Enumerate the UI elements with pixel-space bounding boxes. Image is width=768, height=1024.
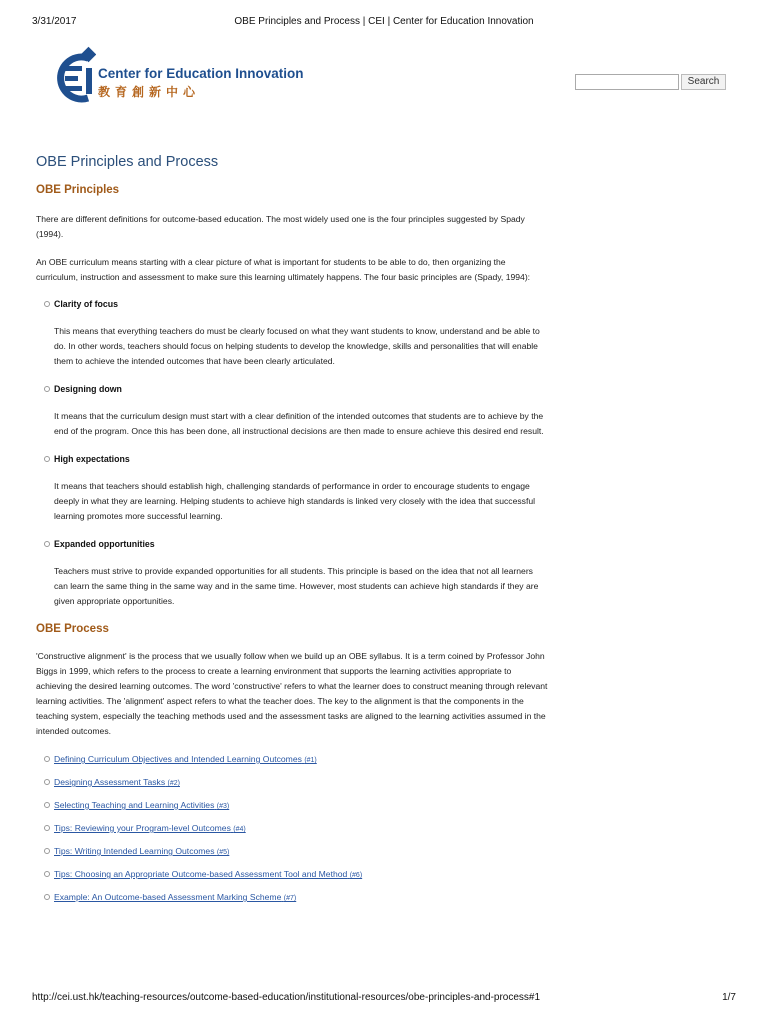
principle-item [36, 538, 548, 609]
link-anchor-ref: (#1) [304, 757, 317, 764]
print-date: 3/31/2017 [32, 16, 77, 27]
principle-text: Teachers must strive to provide expanded opportunities for all students. This principle is based on the idea that not all learners can learn the same thing in the same way and in the same time. However, most students can achieve high standards if they are given appropriate opportunities. [54, 566, 539, 606]
circle-bullet-icon [44, 779, 50, 785]
principle-text: This means that everything teachers do must be clearly focused on what they want students to know, understand and be able to do. In other words, teachers should focus on helping students to develop the knowledge, skills and personalities that will enable them to achieve the intended outcomes that have been clearly articulated. [54, 326, 540, 366]
principle-text: It means that the curriculum design must start with a clear definition of the intended outcomes that students are to achieve by the end of the program. Once this has been done, all instructional decisions are then made to ensure achieve this desired end result. [54, 411, 544, 436]
circle-bullet-icon [44, 301, 50, 307]
process-link[interactable] [54, 869, 362, 879]
page-title: OBE Principles and Process [36, 154, 219, 170]
link-anchor-ref: (#4) [233, 826, 246, 833]
page-number: 1/7 [722, 992, 736, 1003]
print-page-title: OBE Principles and Process | CEI | Center for Education Innovation [234, 16, 534, 27]
link-label: Example: An Outcome-based Assessment Marking Scheme [54, 892, 282, 902]
search-button[interactable]: Search [681, 74, 726, 90]
principle-item [36, 453, 548, 524]
list-item [36, 845, 548, 868]
cei-logo[interactable] [52, 46, 312, 106]
circle-bullet-icon [44, 848, 50, 854]
process-link[interactable] [54, 823, 246, 833]
link-label: Tips: Writing Intended Learning Outcomes [54, 846, 215, 856]
circle-bullet-icon [44, 456, 50, 462]
process-link[interactable] [54, 846, 229, 856]
print-header [32, 16, 736, 32]
cei-logo-mark-icon [52, 46, 96, 106]
list-item [36, 822, 548, 845]
principle-item [36, 383, 548, 439]
list-item [36, 776, 548, 799]
link-label: Tips: Reviewing your Program-level Outcomes [54, 823, 231, 833]
process-link[interactable] [54, 892, 296, 902]
list-item [36, 868, 548, 891]
principle-title: Clarity of focus [54, 299, 119, 309]
article-content [36, 154, 548, 914]
link-label: Defining Curriculum Objectives and Intended Learning Outcomes [54, 754, 302, 764]
principles-list [36, 298, 548, 609]
circle-bullet-icon [44, 386, 50, 392]
search-input[interactable] [575, 74, 679, 90]
circle-bullet-icon [44, 825, 50, 831]
process-paragraph: 'Constructive alignment' is the process that we usually follow when we build up an OBE syllabus. It is a term coined by Professor John Biggs in 1999, which refers to the process to create a learning environment that supports the learning activities appropriate to achieving the desired learning outcomes. The word 'constructive' refers to what the learner does to construct meaning through relevant learning activities. The 'alignment' aspect refers to what the teacher does. The key to the alignment is that the components in the teaching system, especially the teaching methods used and the assessment tasks are aligned to the learning activities assumed in the intended outcomes. [36, 651, 548, 736]
circle-bullet-icon [44, 802, 50, 808]
principle-title: Designing down [54, 384, 122, 394]
link-anchor-ref: (#2) [167, 780, 180, 787]
process-link[interactable] [54, 777, 180, 787]
link-anchor-ref: (#7) [283, 895, 297, 902]
link-anchor-ref: (#3) [216, 803, 230, 810]
principle-item [36, 298, 548, 369]
link-anchor-ref: (#5) [216, 849, 230, 856]
circle-bullet-icon [44, 871, 50, 877]
logo-name-english: Center for Education Innovation [98, 66, 304, 81]
list-item [36, 799, 548, 822]
link-label: Designing Assessment Tasks [54, 777, 166, 787]
section-heading-obe-process: OBE Process [36, 623, 109, 635]
link-label: Selecting Teaching and Learning Activities [54, 800, 215, 810]
print-url: http://cei.ust.hk/teaching-resources/outcome-based-education/institutional-resources/obe-principles-and-process#1 [32, 992, 541, 1003]
list-item [36, 891, 548, 914]
list-item [36, 753, 548, 776]
process-link[interactable] [54, 800, 229, 810]
circle-bullet-icon [44, 894, 50, 900]
section-heading-obe-principles: OBE Principles [36, 184, 120, 196]
intro-paragraph: There are different definitions for outcome-based education. The most widely used one is the four principles suggested by Spady (1994). [36, 214, 525, 239]
logo-name-chinese: 教育創新中心 [98, 85, 201, 99]
process-links-list [36, 753, 548, 914]
principle-text: It means that teachers should establish high, challenging standards of performance in order to encourage students to engage deeply in what they are learning. Helping students to achieve high standards is linked very closely with the idea that successful learning promotes more successful learning. [54, 481, 536, 521]
intro-paragraph: An OBE curriculum means starting with a clear picture of what is important for students to be able to do, then organizing the curriculum, instruction and assessment to make sure this learning ultimately happens. The four basic principles are (Spady, 1994): [36, 257, 531, 282]
process-link[interactable] [54, 754, 317, 764]
link-anchor-ref: (#6) [349, 872, 363, 879]
circle-bullet-icon [44, 756, 50, 762]
principle-title: Expanded opportunities [54, 539, 155, 549]
principle-title: High expectations [54, 454, 130, 464]
circle-bullet-icon [44, 541, 50, 547]
link-label: Tips: Choosing an Appropriate Outcome-based Assessment Tool and Method [54, 869, 348, 879]
